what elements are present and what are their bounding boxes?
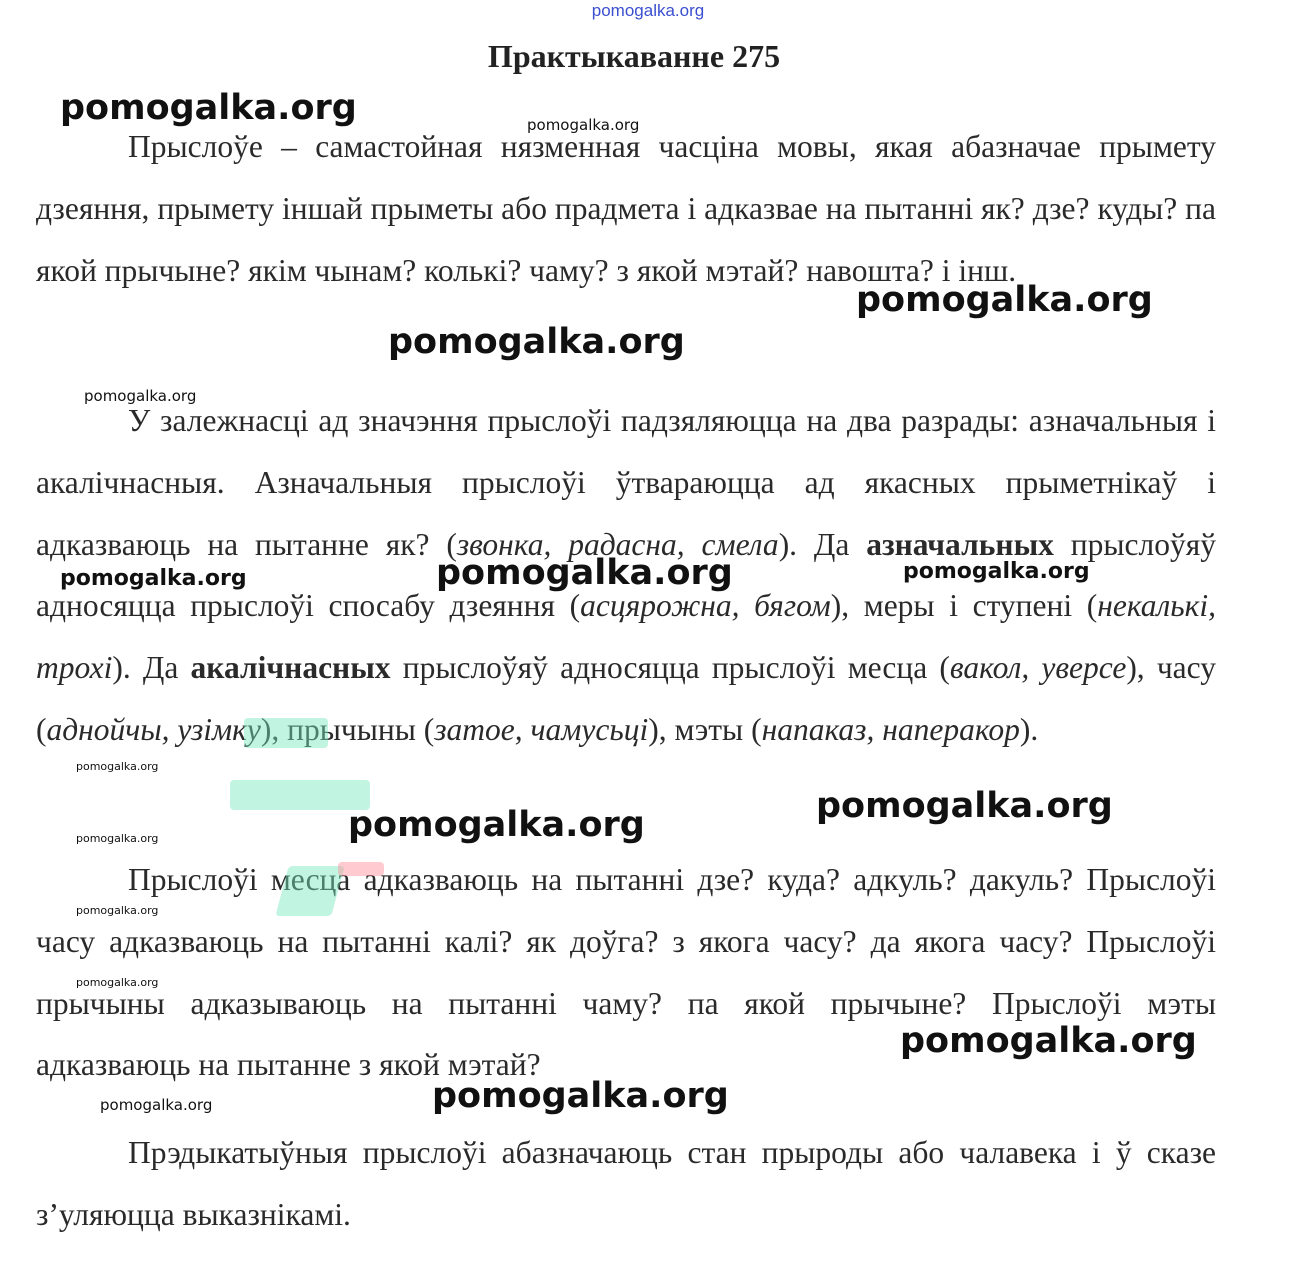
example-words: затое, чамусьці: [434, 711, 649, 747]
example-words: звонка, радасна, смела: [456, 526, 779, 562]
watermark: pomogalka.org: [856, 280, 1153, 320]
watermark: pomogalka.org: [76, 760, 159, 773]
watermark: pomogalka.org: [900, 1021, 1197, 1061]
watermark: pomogalka.org: [100, 1096, 213, 1114]
example-words: асцярожна, бягом: [580, 588, 831, 624]
watermark: pomogalka.org: [76, 976, 159, 989]
watermark: pomogalka.org: [60, 88, 357, 128]
paragraph-categories: У залежнасці ад значэння прыслоўі падзяляюцца на два разрады: азначальныя і акалічнасныя. Азначальныя прыслоўі ўтвараюцца ад якасных прыметнікаў і адказваюць на пытанне як? (звонка, радасна, смела). Да азначальных прыслоўяў адносяцца прыслоўі спосабу дзеяння (асцярожна, бягом), меры і ступені (некалькі, трохі). Да акалічнасных прыслоўяў адносяцца прыслоўі месца (вакол, уверсе), часу (аднойчы, узімку), прычыны (затое, чамусьці), мэты (напаказ, наперакор).: [36, 403, 1216, 747]
watermark: pomogalka.org: [527, 116, 640, 134]
site-link[interactable]: pomogalka.org: [591, 1, 705, 20]
watermark: pomogalka.org: [76, 904, 159, 917]
example-words: аднойчы, узімку: [46, 711, 261, 747]
watermark: pomogalka.org: [348, 805, 645, 845]
watermark: pomogalka.org: [432, 1076, 729, 1116]
example-words: напаказ, наперакор: [761, 711, 1020, 747]
watermark: pomogalka.org: [76, 832, 159, 845]
highlight-mark: [338, 862, 384, 876]
paragraph-definition: Прыслоўе – самастойная нязменная часціна мовы, якая абазначае прымету дзеяння, прымету іншай прыметы або прадмета і адказвае на пытанні як? дзе? куды? па якой прычыне? якім чынам? колькі? чаму? з якой мэтай? навошта? і інш.: [36, 129, 1216, 288]
watermark: pomogalka.org: [60, 566, 247, 591]
page-title: Практыкаванне 275: [487, 38, 781, 74]
example-words: вакол, уверсе: [949, 650, 1127, 686]
watermark: pomogalka.org: [436, 553, 733, 593]
watermark: pomogalka.org: [388, 322, 685, 362]
paragraph-predicative: Прэдыкатыўныя прыслоўі абазначаюць стан прыроды або чалавека і ў сказе з’уляюцца выказнікамі.: [36, 1135, 1216, 1232]
watermark: pomogalka.org: [903, 559, 1090, 584]
watermark: pomogalka.org: [816, 786, 1113, 826]
paragraph-questions: Прыслоўі месца адказваюць на пытанні дзе? куда? адкуль? дакуль? Прыслоўі часу адказваюць на пытанні калі? як доўга? з якога часу? да якога часу? Прыслоўі прычыны адказываюць на пытанні чаму? па якой прычыне? Прыслоўі мэты адказваюць на пытанне з якой мэтай?: [36, 862, 1216, 1083]
watermark: pomogalka.org: [84, 387, 197, 405]
example-words: некалькі, трохі: [36, 588, 1216, 686]
highlight-mark: [244, 718, 328, 748]
term-bold: акалічнасных: [190, 650, 391, 686]
term-bold: азначальных: [866, 526, 1054, 562]
